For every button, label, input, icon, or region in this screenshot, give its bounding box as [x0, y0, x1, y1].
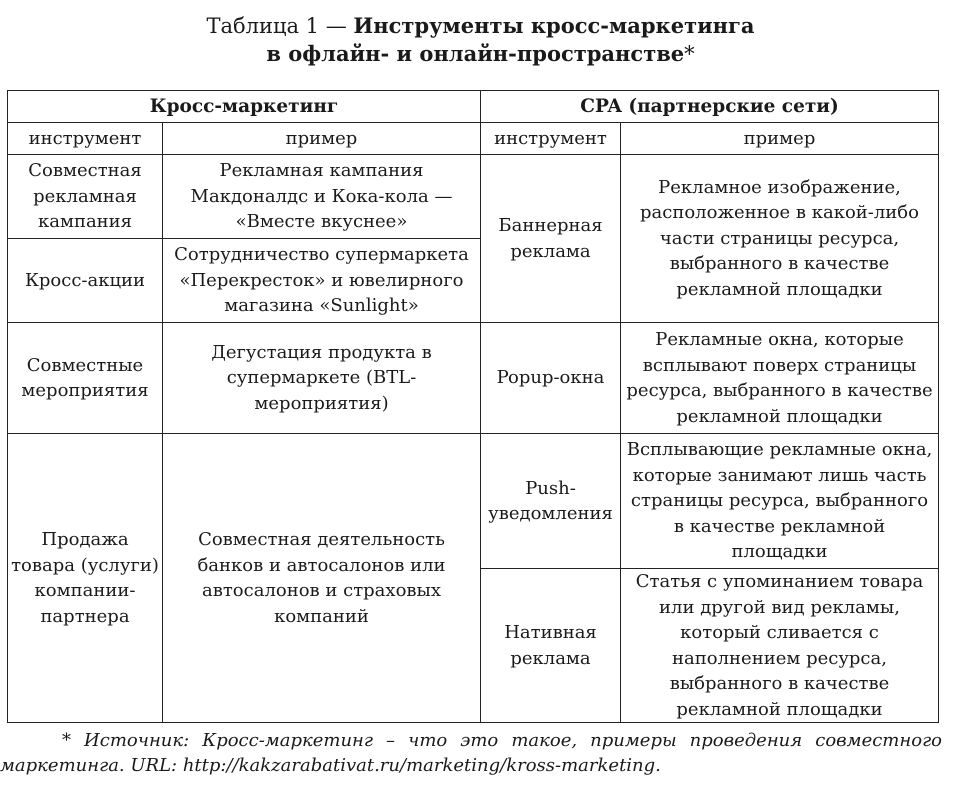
- example-cell: Рекламная кампания Макдоналдс и Кока-кола — «Вместе вкуснее»: [163, 155, 481, 239]
- table-row: [8, 155, 939, 239]
- column-header-instrument: инструмент: [8, 123, 163, 155]
- table-caption: [0, 12, 961, 68]
- group-header-cross-marketing: Кросс-маркетинг: [8, 91, 481, 123]
- caption-line-2: [0, 40, 961, 68]
- column-header-row: [8, 123, 939, 155]
- group-header-row: [8, 91, 939, 123]
- instrument-cell: Продажа товара (услуги) компании-партнера: [8, 434, 163, 723]
- table-row: [8, 323, 939, 434]
- caption-prefix: Таблица 1 —: [206, 14, 354, 38]
- example-cell: Всплывающие рекламные окна, которые занимают лишь часть страницы ресурса, выбранного в качестве рекламной площадки: [621, 434, 939, 569]
- column-header-instrument: инструмент: [481, 123, 621, 155]
- group-header-cpa: CPA (партнерские сети): [481, 91, 939, 123]
- caption-footnote-mark: *: [684, 42, 695, 66]
- source-footnote: * Источник: Кросс-маркетинг – что это такое, примеры проведения совместного маркетинга. URL: http://kakzarabativat.ru/marketing/kross-marketing.: [0, 730, 942, 776]
- example-cell: Сотрудничество супермаркета «Перекресток» и ювелирного магазина «Sunlight»: [163, 239, 481, 323]
- instrument-cell: Кросс-акции: [8, 239, 163, 323]
- example-cell: Совместная деятельность банков и автосалонов или автосалонов и страховых компаний: [163, 434, 481, 723]
- column-header-example: пример: [621, 123, 939, 155]
- column-header-example: пример: [163, 123, 481, 155]
- caption-line-1: [0, 12, 961, 40]
- instrument-cell: Push-уведомления: [481, 434, 621, 569]
- instrument-cell: Совместная рекламная кампания: [8, 155, 163, 239]
- caption-title-line-1: Инструменты кросс-маркетинга: [353, 13, 755, 38]
- example-cell: Дегустация продукта в супермаркете (BTL-мероприятия): [163, 323, 481, 434]
- caption-title-line-2: в офлайн- и онлайн-пространстве: [266, 41, 685, 66]
- instruments-table: [7, 90, 939, 723]
- instrument-cell: Popup-окна: [481, 323, 621, 434]
- example-cell: Рекламные окна, которые всплывают поверх страницы ресурса, выбранного в качестве рекламной площадки: [621, 323, 939, 434]
- instrument-cell: Нативная реклама: [481, 569, 621, 723]
- example-cell: Рекламное изображение, расположенное в какой-либо части страницы ресурса, выбранного в качестве рекламной площадки: [621, 155, 939, 323]
- table-row: [8, 434, 939, 569]
- example-cell: Статья с упоминанием товара или другой вид рекламы, который сливается с наполнением ресурса, выбранного в качестве рекламной площадки: [621, 569, 939, 723]
- instrument-cell: Совместные мероприятия: [8, 323, 163, 434]
- instrument-cell: Баннерная реклама: [481, 155, 621, 323]
